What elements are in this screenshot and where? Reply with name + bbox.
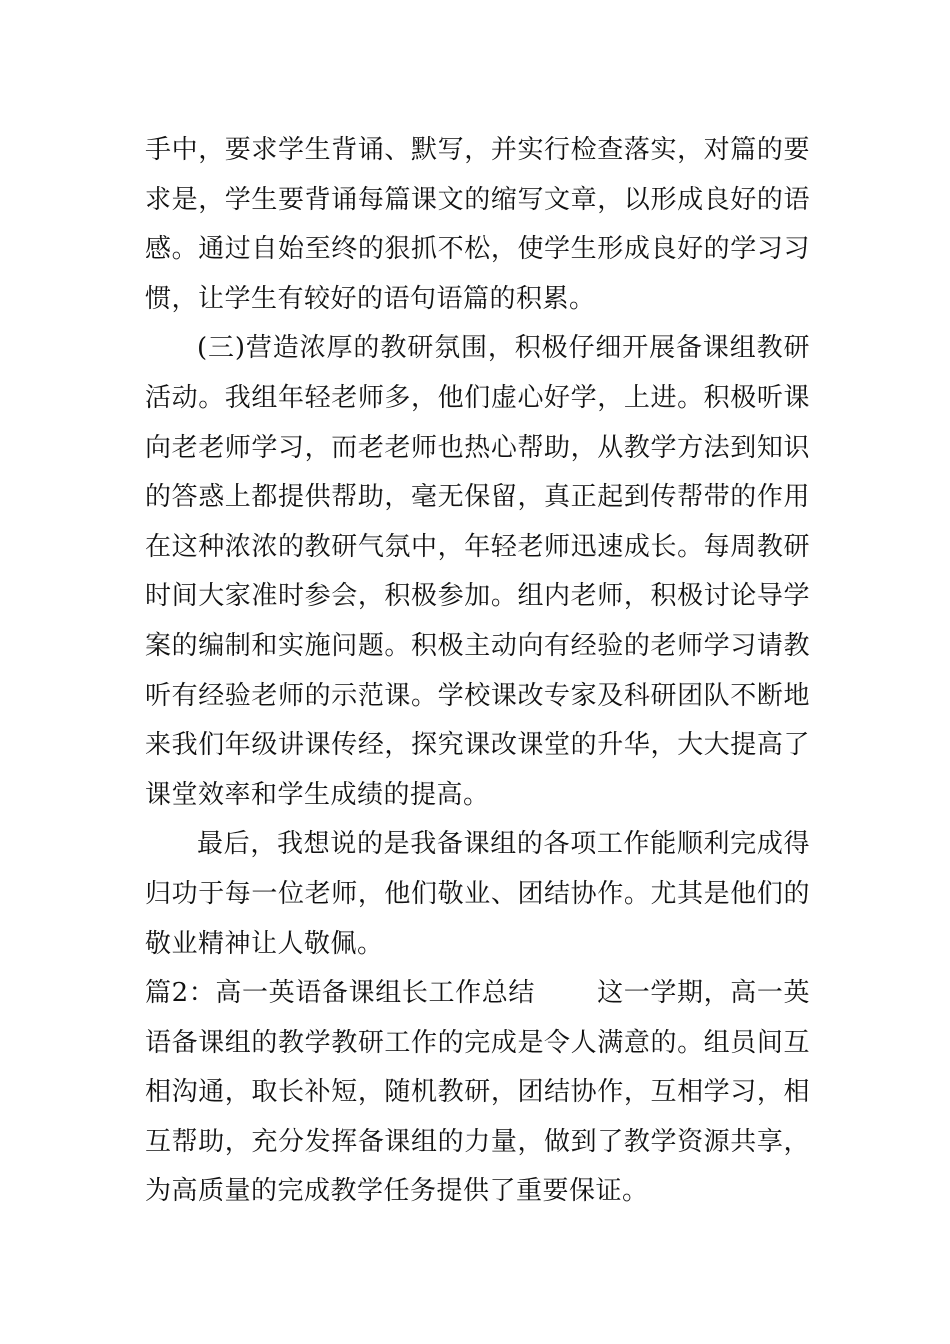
section-body: 这一学期，高一英语备课组的教学教研工作的完成是令人满意的。组员间互相沟通，取长补短，随机教研，团结协作，互相学习，相互帮助，充分发挥备课组的力量，做到了教学资源共享，为高质量的完成教学任务提供了重要保证。 (145, 978, 810, 1207)
paragraph-continuation: 手中，要求学生背诵、默写，并实行检查落实，对篇的要求是，学生要背诵每篇课文的缩写文章，以形成良好的语感。通过自始至终的狠抓不松，使学生形成良好的学习习惯，让学生有较好的语句语篇的积累。 (145, 135, 810, 314)
section-english-summary (145, 969, 810, 1217)
paragraph-conclusion: 最后，我想说的是我备课组的各项工作能顺利完成得归功于每一位老师，他们敬业、团结协作。尤其是他们的敬业精神让人敬佩。 (145, 829, 810, 959)
paragraph-teaching-research: (三)营造浓厚的教研氛围，积极仔细开展备课组教研活动。我组年轻老师多，他们虚心好学，上进。积极听课向老老师学习，而老老师也热心帮助，从教学方法到知识的答惑上都提供帮助，毫无保留，真正起到传帮带的作用在这种浓浓的教研气氛中，年轻老师迅速成长。每周教研时间大家准时参会，积极参加。组内老师，积极讨论导学案的编制和实施问题。积极主动向有经验的老师学习请教听有经验老师的示范课。学校课改专家及科研团队不断地来我们年级讲课传经，探究课改课堂的升华，大大提高了课堂效率和学生成绩的提高。 (145, 333, 810, 810)
section-heading: 篇2：高一英语备课组长工作总结 (145, 978, 535, 1009)
document-page (145, 126, 810, 1217)
